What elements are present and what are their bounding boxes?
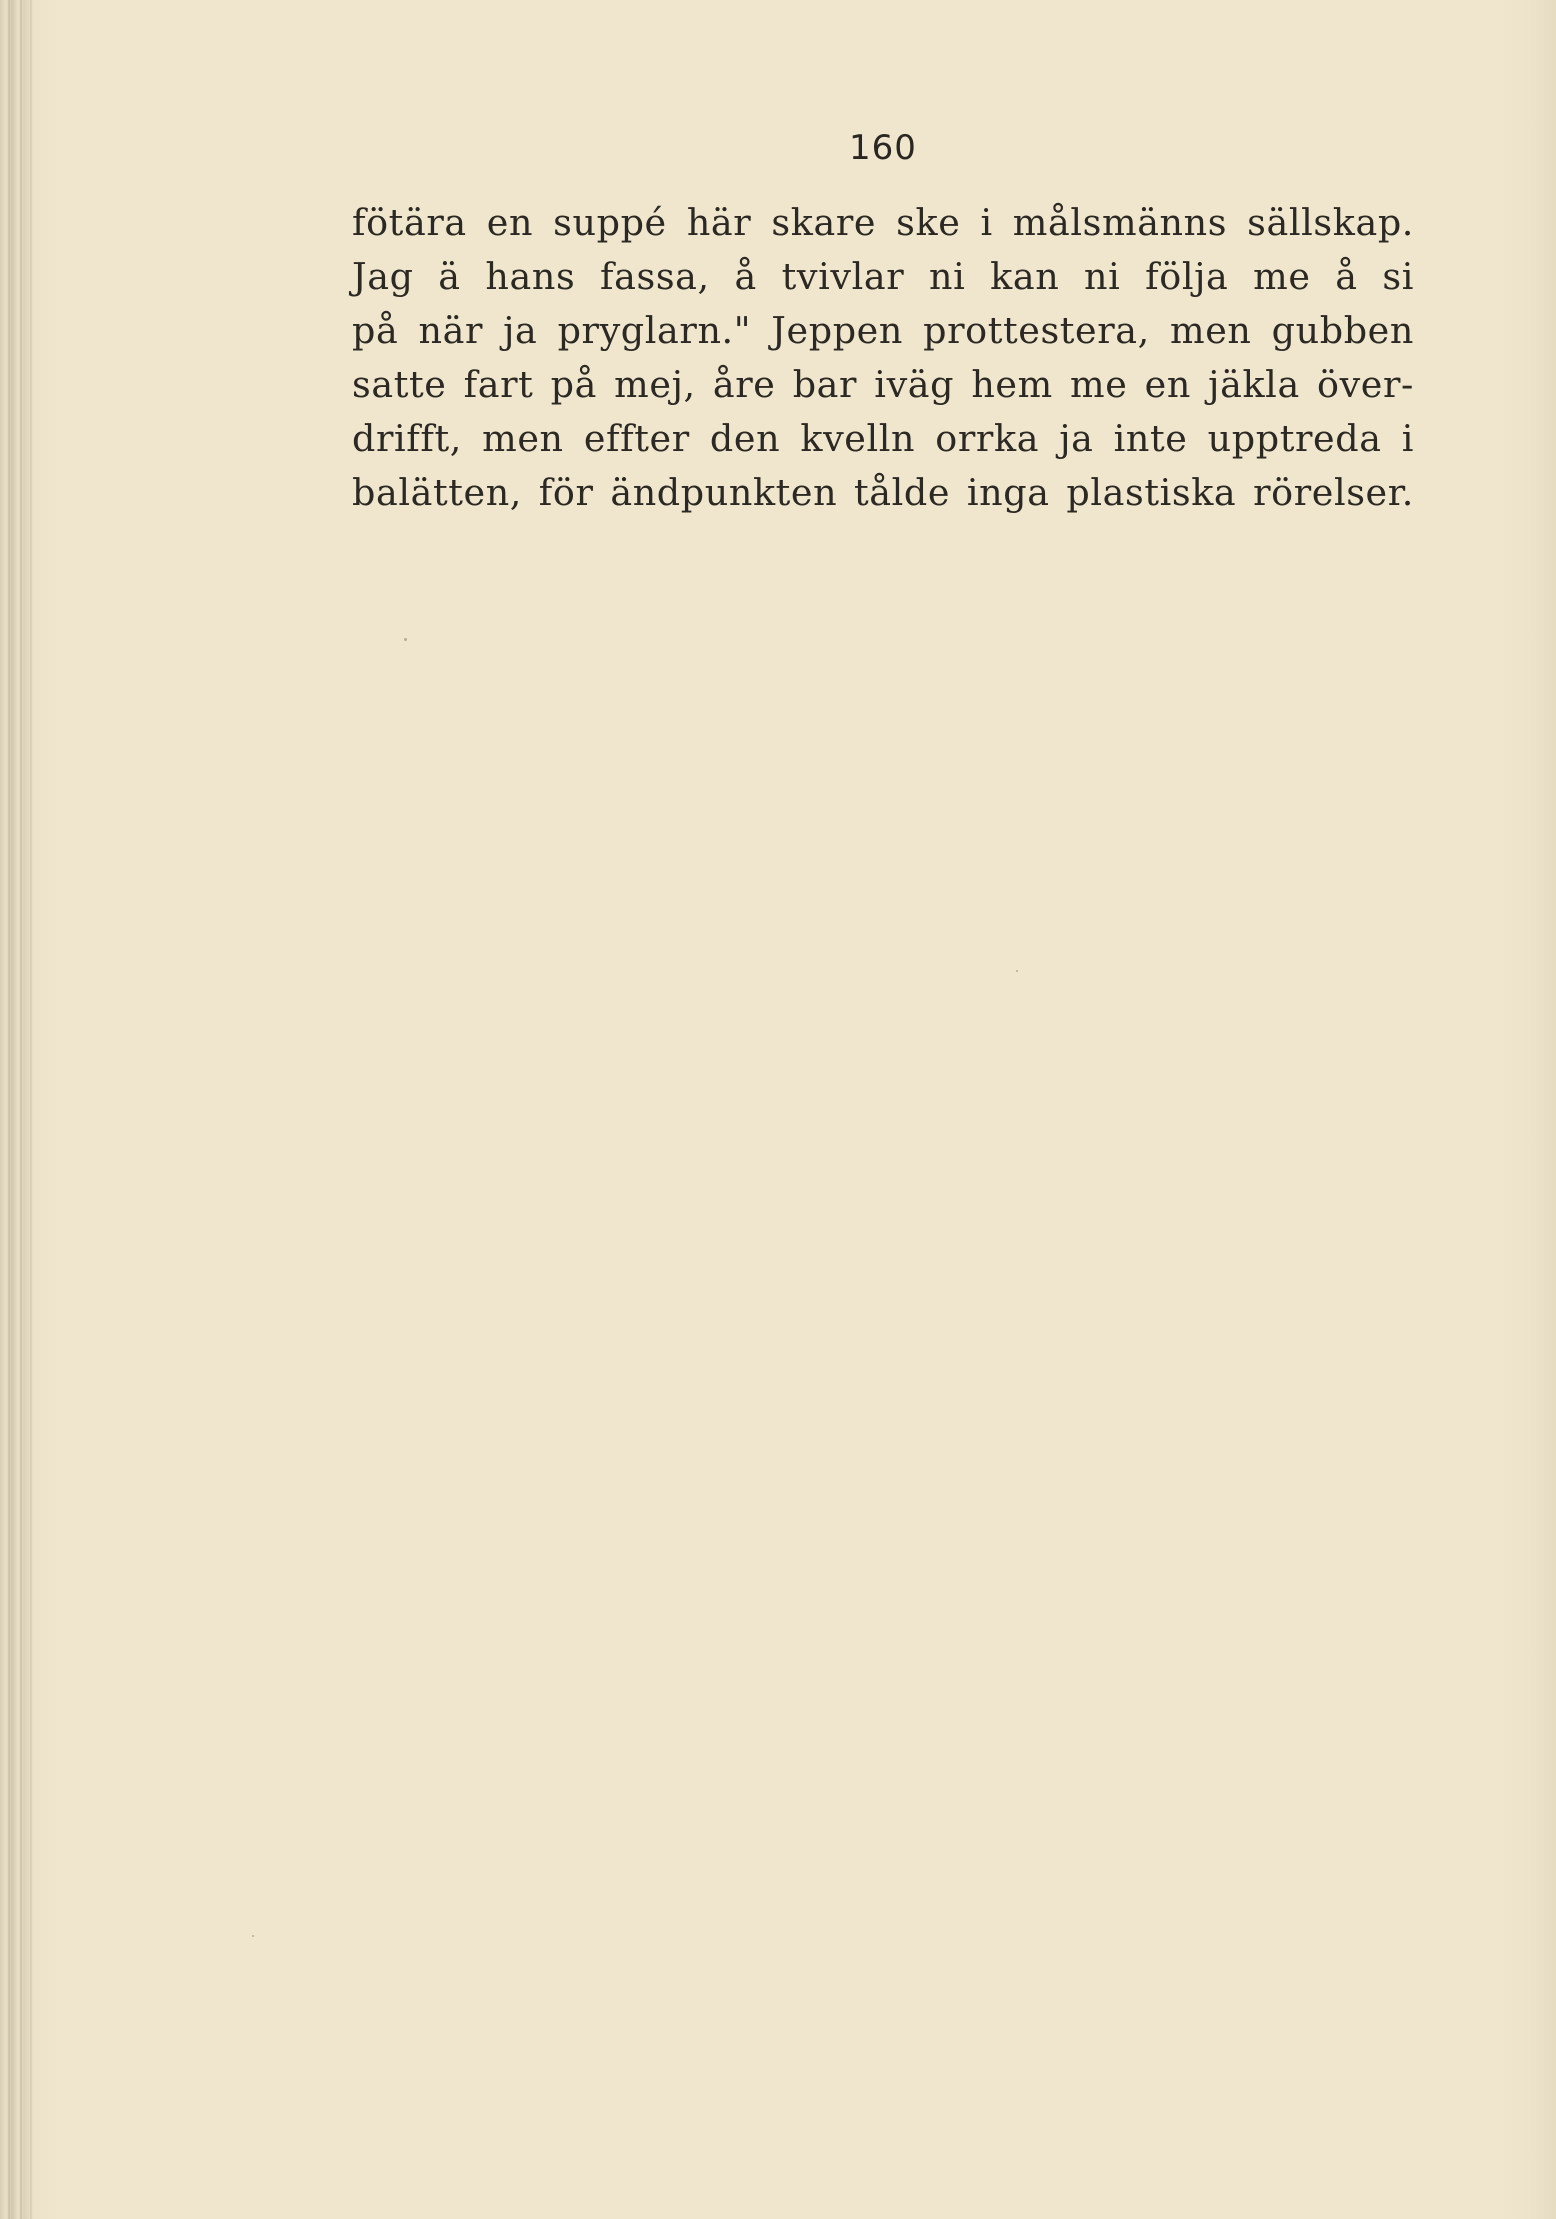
text-line: på när ja pryglarn." Jeppen prottestera, men gubben <box>352 309 1414 352</box>
text-line: Jag ä hans fassa, å tvivlar ni kan ni följa me å si <box>352 255 1414 298</box>
text-line: fötära en suppé här skare ske i målsmänns sällskap. <box>352 201 1414 244</box>
body-text <box>352 196 1414 520</box>
gutter-edge <box>30 0 32 2219</box>
text-line: balätten, för ändpunkten tålde inga plastiska rörelser. <box>352 471 1414 514</box>
text-line: satte fart på mej, åre bar iväg hem me en jäkla över- <box>352 363 1414 406</box>
paper-speck <box>1016 970 1018 972</box>
text-line: drifft, men effter den kvelln orrka ja inte upptreda i <box>352 417 1414 460</box>
paper-speck <box>252 1935 254 1937</box>
gutter-edge <box>20 0 22 2219</box>
paper-speck <box>404 638 407 641</box>
page-number: 160 <box>849 128 917 168</box>
gutter-edge <box>8 0 10 2219</box>
